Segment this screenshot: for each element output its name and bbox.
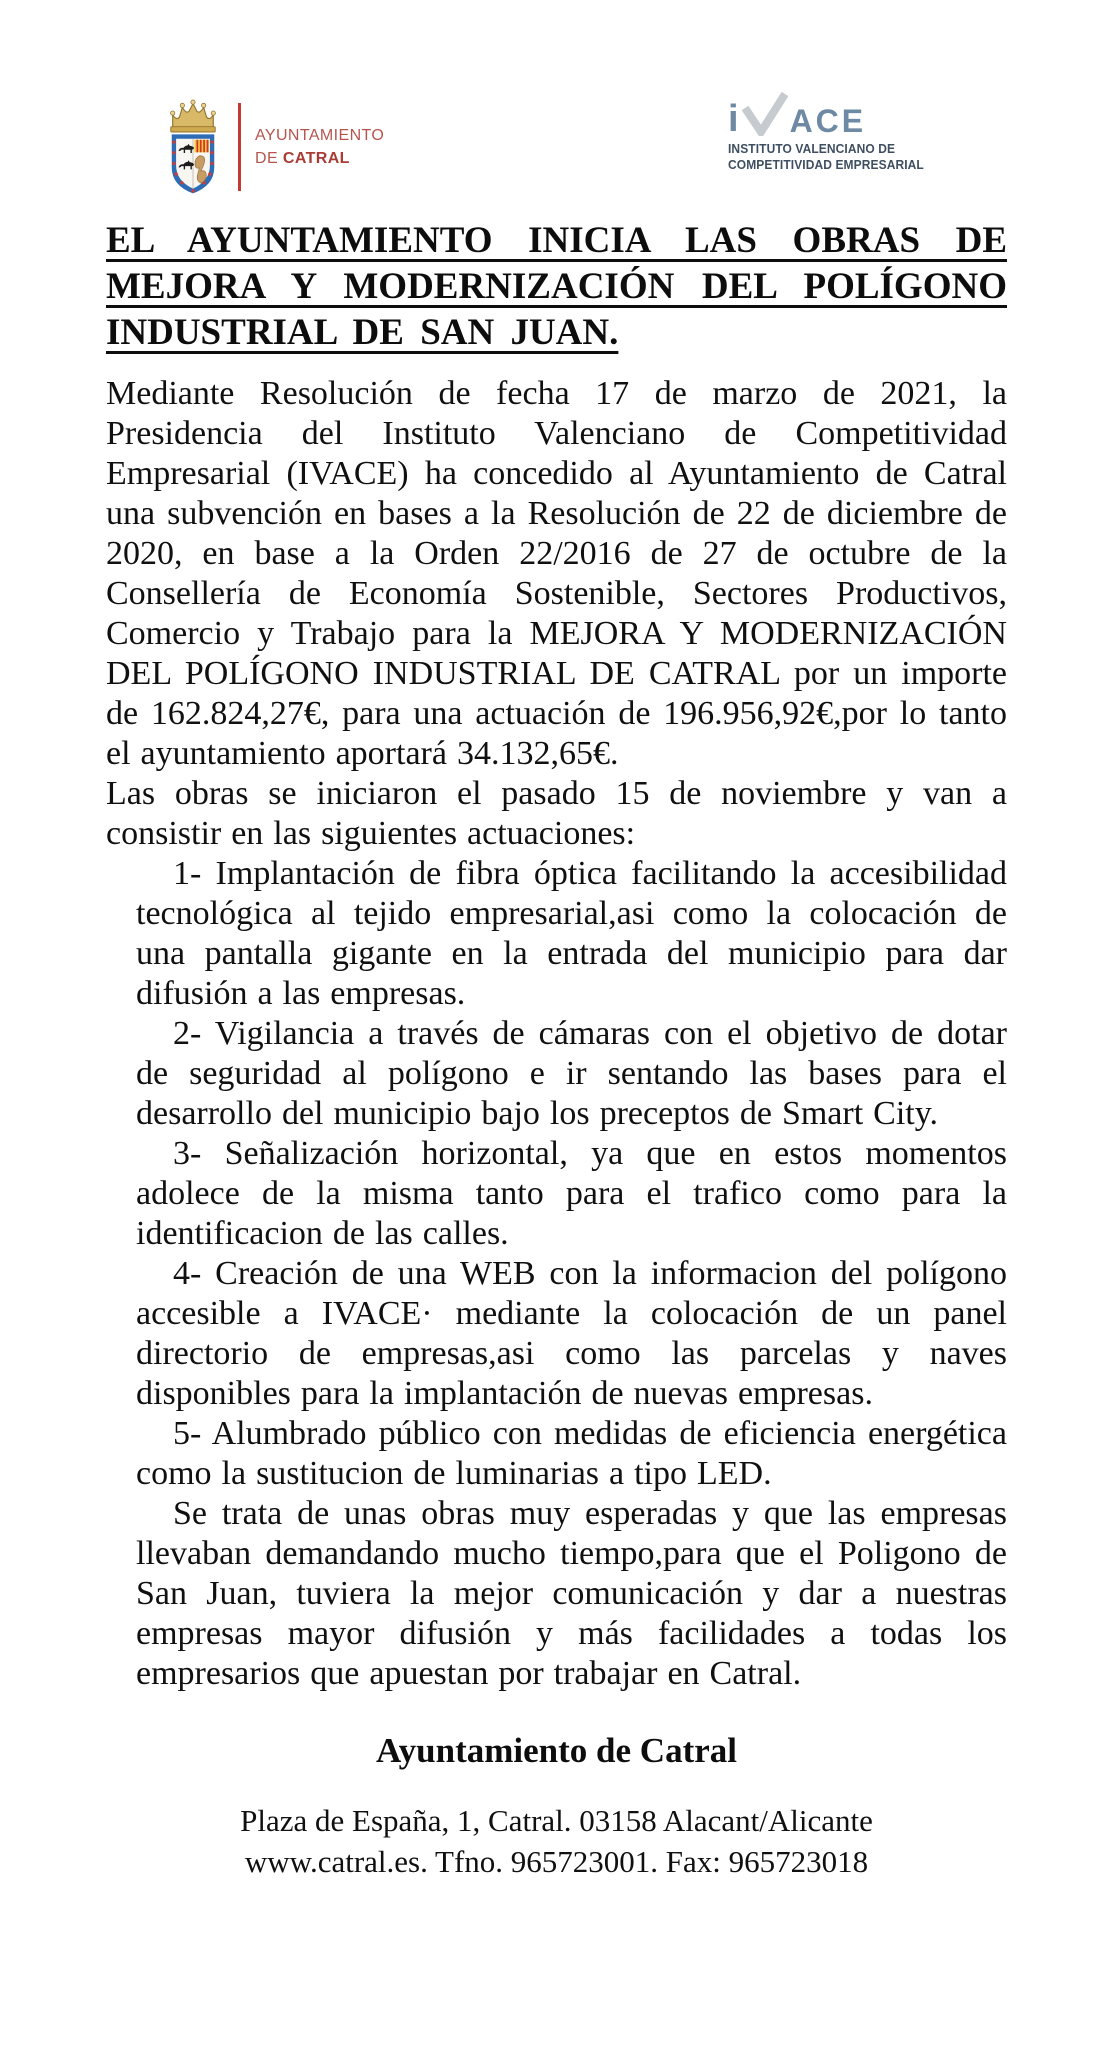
document-header: [106, 0, 1007, 218]
footer-contact: www.catral.es. Tfno. 965723001. Fax: 965723018: [244, 1844, 869, 1879]
ivace-caption: [728, 141, 924, 173]
ivace-wordmark-i: i: [728, 98, 739, 140]
ivace-wordmark-ace: ACE: [789, 103, 867, 139]
catral-logo: [164, 98, 384, 196]
ivace-caption-line1: INSTITUTO VALENCIANO DE: [728, 142, 896, 156]
document-title: EL AYUNTAMIENTO INICIA LAS OBRAS DE MEJORA Y MODERNIZACIÓN DEL POLÍGONO INDUSTRIAL DE SAN JUAN.: [106, 220, 1007, 353]
footer-organization: Ayuntamiento de Catral: [376, 1731, 737, 1770]
paragraph-works-intro: Las obras se iniciaron el pasado 15 de noviembre y van a consistir en las siguientes actuaciones:: [106, 775, 1007, 852]
catral-logo-line2-prefix: DE: [255, 150, 283, 167]
ivace-caption-line2: COMPETITIVIDAD EMPRESARIAL: [728, 158, 924, 172]
ivace-logo: [728, 92, 924, 173]
list-item-3-senalizacion: 3- Señalización horizontal, ya que en estos momentos adolece de la misma tanto para el trafico como para la identificacion de las calles.: [136, 1135, 1007, 1252]
catral-coat-of-arms-icon: [164, 98, 222, 196]
catral-logo-separator: [238, 103, 241, 191]
paragraph-grant-resolution: Mediante Resolución de fecha 17 de marzo de 2021, la Presidencia del Instituto Valenciano de Competitividad Empresarial (IVACE) ha concedido al Ayuntamiento de Catral una subvención en bases a la Resolución de 22 de diciembre de 2020, en base a la Orden 22/2016 de 27 de octubre de la Consellería de Economía Sostenible, Sectores Productivos, Comercio y Trabajo para la MEJORA Y MODERNIZACIÓN DEL POLÍGONO INDUSTRIAL DE CATRAL por un importe de 162.824,27€, para una actuación de 196.956,92€,por lo tanto el ayuntamiento aportará 34.132,65€.: [106, 375, 1007, 772]
list-item-2-vigilancia: 2- Vigilancia a través de cámaras con el objetivo de dotar de seguridad al polígono e ir sentando las bases para el desarrollo del municipio bajo los preceptos de Smart City.: [136, 1015, 1007, 1132]
document-footer: [106, 1730, 1007, 1882]
list-item-4-web: 4- Creación de una WEB con la informacion del polígono accesible a IVACE· mediante la colocación de un panel directorio de empresas,asi como las parcelas y naves disponibles para la implantación de nuevas empresas.: [136, 1255, 1007, 1412]
list-item-5-alumbrado: 5- Alumbrado público con medidas de eficiencia energética como la sustitucion de luminarias a tipo LED.: [136, 1415, 1007, 1492]
paragraph-closing: Se trata de unas obras muy esperadas y que las empresas llevaban demandando mucho tiempo,para que el Poligono de San Juan, tuviera la mejor comunicación y dar a nuestras empresas mayor difusión y más facilidades a todas los empresarios que apuestan por trabajar en Catral.: [136, 1495, 1007, 1692]
catral-logo-line1: AYUNTAMIENTO: [255, 127, 385, 144]
catral-logo-name: [255, 124, 384, 170]
list-item-1-fibra-optica: 1- Implantación de fibra óptica facilitando la accesibilidad tecnológica al tejido empresarial,asi como la colocación de una pantalla gigante en la entrada del municipio para dar difusión a las empresas.: [136, 855, 1007, 1012]
ivace-checkmark-icon: [740, 92, 788, 136]
footer-address: Plaza de España, 1, Catral. 03158 Alacant/Alicante: [240, 1803, 873, 1838]
catral-logo-line2-bold: CATRAL: [282, 150, 350, 167]
catral-logo-line2: [255, 147, 384, 170]
ivace-wordmark: [728, 92, 908, 140]
